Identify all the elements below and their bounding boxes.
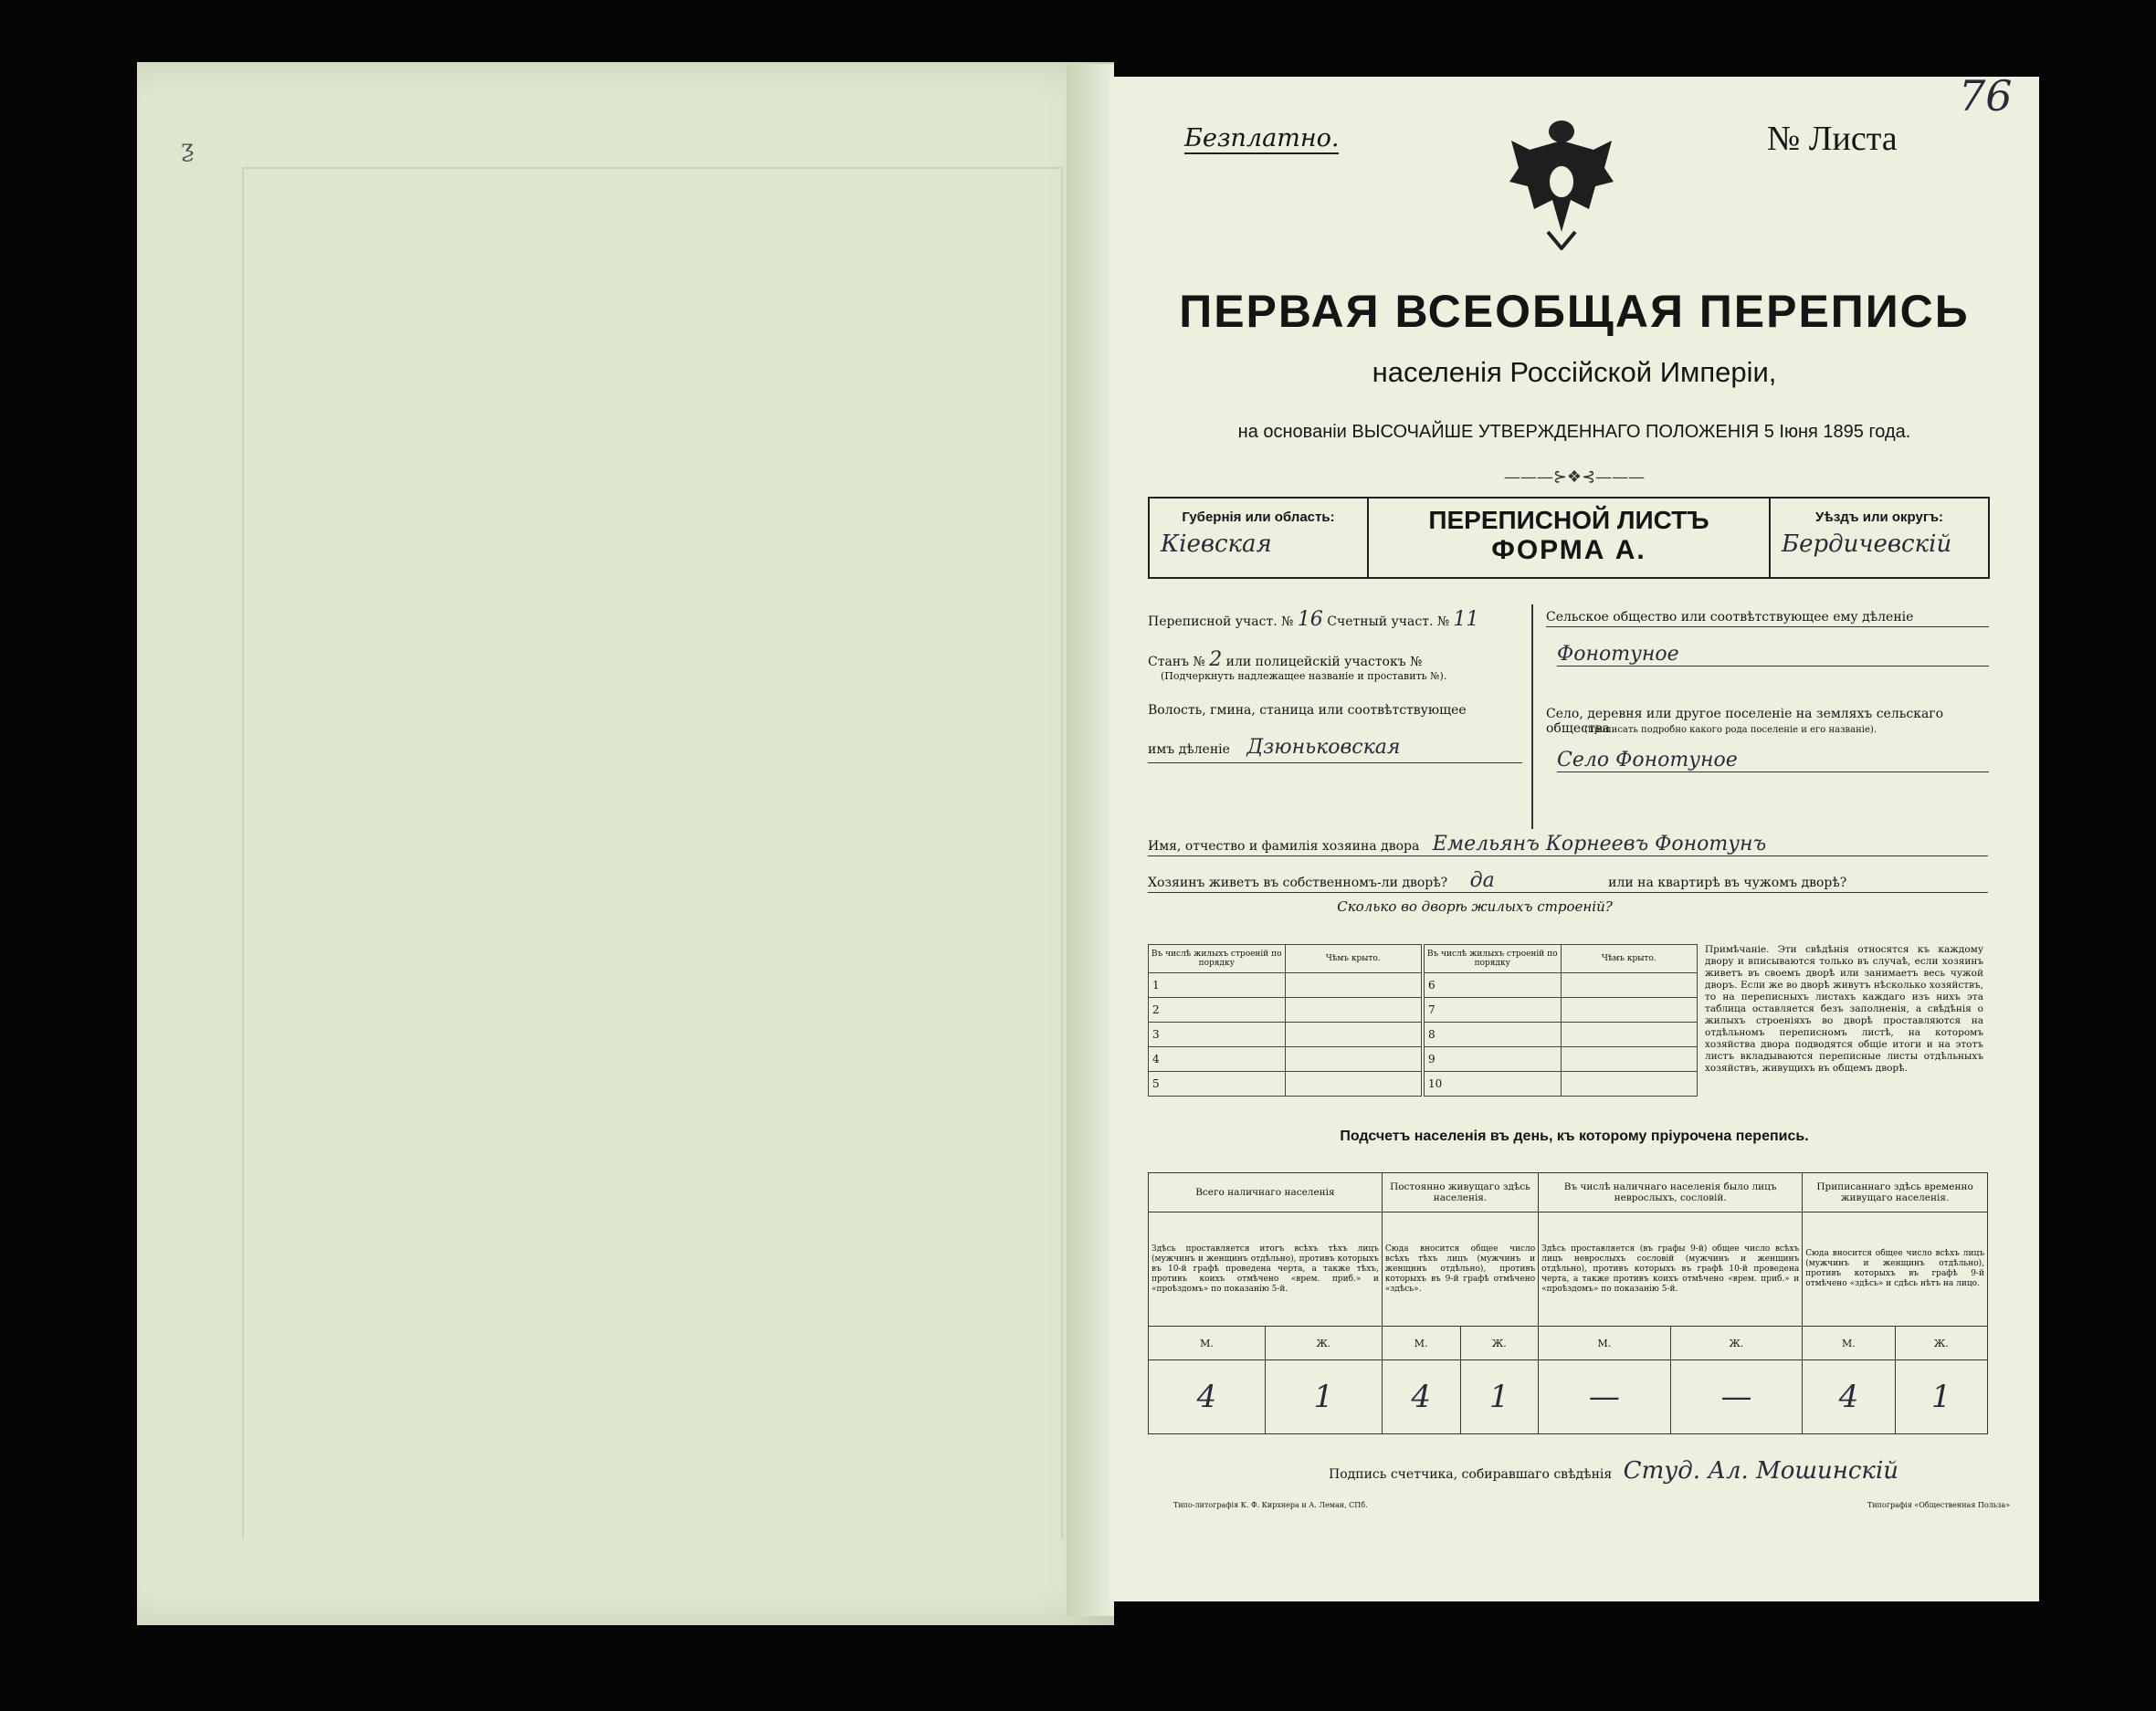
totals-header-permanent: Постоянно живущаго здѣсь населенія. [1382,1173,1538,1212]
buildings-col-roof: Чѣмъ крыто. [1561,945,1698,973]
counting-section-value: 11 [1453,608,1479,631]
stan-label: Станъ № [1148,655,1205,669]
roof-cell [1285,1047,1422,1072]
village-value: Село Фонотуное [1557,749,1738,772]
totals-desc-present: Здѣсь проставляется итогъ всѣхъ тѣхъ лицъ (мужчинъ и женщинъ отдѣльно), противъ которыхъ въ 10-й графѣ проведена черта, а также тѣхъ, противъ коихъ отмѣчено «врем. приб.» и «проѣздомъ» по показанію 5-й. [1149,1212,1383,1327]
row-number: 9 [1425,1047,1562,1072]
owner-lives-value: да [1469,869,1495,892]
roof-cell [1285,973,1422,998]
registered-male-count: 4 [1803,1360,1895,1434]
male-header: М. [1539,1327,1671,1360]
buildings-col-roof: Чѣмъ крыто. [1285,945,1422,973]
table-row [1149,973,1422,998]
printer-imprint-right: Типографія «Общественная Польза» [1867,1501,2011,1509]
village-note: (прописать подробно какого рода поселеніе и его названіе). [1584,725,1877,735]
apartment-label: или на квартирѣ въ чужомъ дворѣ? [1608,876,1847,890]
sheet-number-label: № Листа [1767,120,1898,158]
table-row [1425,998,1698,1023]
rural-society-value: Фонотуное [1557,643,1679,666]
census-section-field [1148,608,1522,631]
buildings-table-left [1148,944,1422,1097]
bleed-through-ghost [242,167,1063,1538]
census-section-label: Переписной участ. № [1148,614,1294,629]
count-title: Подсчетъ населенія въ день, къ которому пріурочена перепись. [1340,1128,1809,1144]
row-number: 2 [1149,998,1286,1023]
signature-label: Подпись счетчика, собиравшаго свѣдѣнія [1329,1467,1613,1482]
totals-header-nonresident: Въ числѣ наличнаго населенія было лицъ неврослыхъ, сословій. [1539,1173,1803,1212]
row-number: 6 [1425,973,1562,998]
roof-cell [1561,1023,1698,1047]
form-title: ПЕРВАЯ ВСЕОБЩАЯ ПЕРЕПИСЬ [1179,286,1970,337]
row-number: 1 [1149,973,1286,998]
volost-label: Волость, гмина, станица или соотвѣтствующее [1148,703,1467,718]
buildings-question: Сколько во дворѣ жилыхъ строеній? [1337,898,1613,915]
table-row [1149,998,1422,1023]
form-subtitle: населенія Россійской Имперіи, [1372,356,1777,388]
owner-label: Имя, отчество и фамилія хозяина двора [1148,839,1420,854]
village-label: Село, деревня или другое поселеніе на земляхъ сельскаго общества [1546,707,1944,736]
sheet-number-handwritten: 76 [1959,71,2013,121]
book-gutter [1067,64,1114,1616]
form-type-line2: ФОРМА А. [1491,535,1646,565]
row-number: 3 [1149,1023,1286,1047]
buildings-col-number: Въ числѣ жилыхъ строеній по порядку [1425,945,1562,973]
nonresident-male-count: — [1539,1360,1671,1434]
row-number: 10 [1425,1072,1562,1097]
table-row [1149,1023,1422,1047]
stan-field [1148,648,1522,671]
owner-field [1148,833,1988,856]
owner-value: Емельянъ Корнеевъ Фонотунъ [1432,833,1767,856]
roof-cell [1561,998,1698,1023]
district-value: Бердичевскій [1782,530,1952,558]
owner-lives-label: Хозяинъ живетъ въ собственномъ-ли дворѣ? [1148,876,1448,890]
male-header: М. [1803,1327,1895,1360]
table-row [1149,1072,1422,1097]
district-cell [1769,499,1988,577]
row-number: 5 [1149,1072,1286,1097]
form-type-line1: ПЕРЕПИСНОЙ ЛИСТЪ [1428,506,1709,534]
volost-value: Дзюньковская [1246,736,1401,759]
male-header: М. [1382,1327,1460,1360]
male-header: М. [1149,1327,1266,1360]
imperial-eagle-emblem [1502,113,1621,250]
registered-female-count: 1 [1895,1360,1987,1434]
buildings-table-right [1424,944,1698,1097]
field-divider-line [1531,604,1533,829]
present-female-count: 1 [1265,1360,1382,1434]
row-number: 4 [1149,1047,1286,1072]
totals-desc-nonresident: Здѣсь проставляется (въ графы 9-й) общее число всѣхъ лицъ неврослыхъ сословій (мужчинъ и женщинъ отдѣльно), противъ которыхъ въ графѣ 10-й проведена черта, а также противъ коихъ отмѣчено «врем. приб.» и «проѣздомъ» по показанію 5-й. [1539,1212,1803,1327]
signature-value: Студ. Ал. Мошинскій [1623,1457,1899,1485]
underline-note: (Подчеркнуть надлежащее названіе и проставить №). [1161,670,1447,682]
police-label: или полицейскій участокъ № [1225,655,1423,669]
female-header: Ж. [1460,1327,1539,1360]
totals-header-present: Всего наличнаго населенія [1149,1173,1383,1212]
population-totals-table [1148,1172,1988,1434]
roof-cell [1285,1023,1422,1047]
roof-cell [1285,998,1422,1023]
totals-desc-registered: Сюда вносится общее число всѣхъ лицъ (мужчинъ и женщинъ отдѣльно), противъ которыхъ въ графѣ 9-й отмѣчено «здѣсь» и сдѣсь нѣтъ на лицо. [1803,1212,1988,1327]
province-cell [1150,499,1369,577]
female-header: Ж. [1265,1327,1382,1360]
village-value-line [1557,749,1989,772]
district-label: Уѣздъ или округъ: [1814,509,1944,525]
table-row [1425,1047,1698,1072]
decree-line: на основаніи ВЫСОЧАЙШЕ УТВЕРЖДЕННАГО ПОЛОЖЕНІЯ 5 Іюня 1895 года. [1237,422,1911,442]
permanent-male-count: 4 [1382,1360,1460,1434]
present-male-count: 4 [1149,1360,1266,1434]
table-row [1425,1023,1698,1047]
ornament-divider: ———⊱❖⊰——— [1503,467,1646,487]
counting-section-label: Счетный участ. № [1327,614,1450,629]
left-margin-mark: ƺ [181,135,195,163]
buildings-note: Примѣчаніе. Эти свѣдѣнія относятся къ каждому двору и вписываются только въ случаѣ, если хозяинъ живетъ въ своемъ дворѣ или занимаетъ весь чужой дворъ. Если же во дворѣ живутъ нѣсколько хозяйствъ, то на переписныхъ листахъ каждаго изъ нихъ эта таблица оставляется безъ заполненія, а свѣдѣнія о жилыхъ строеніяхъ во дворѣ проставляются на отдѣльномъ переписномъ листѣ, на которомъ хозяйства двора подводятся общіе итоги и на этотъ листъ вкладываются переписные листы отдѣльныхъ хозяйствъ, живущихъ въ общемъ дворѣ. [1705,944,1983,1074]
table-row [1425,1072,1698,1097]
buildings-col-number: Въ числѣ жилыхъ строеній по порядку [1149,945,1286,973]
roof-cell [1561,973,1698,998]
census-form-page [1110,71,2039,1601]
row-number: 8 [1425,1023,1562,1047]
form-type-cell [1369,506,1769,566]
permanent-female-count: 1 [1460,1360,1539,1434]
form-header-box [1148,497,1990,579]
totals-desc-permanent: Сюда вносится общее число всѣхъ тѣхъ лицъ (мужчинъ и женщинъ отдѣльно), противъ которыхъ въ 9-й графѣ отмѣчено «здѣсь». [1382,1212,1538,1327]
owner-lives-field [1148,869,1988,893]
row-number: 7 [1425,998,1562,1023]
census-section-value: 16 [1297,608,1323,631]
province-value: Кіевская [1161,530,1272,558]
left-page [137,62,1114,1625]
roof-cell [1285,1072,1422,1097]
volost-label2: имъ дѣленіе [1148,742,1230,757]
free-label: Безплатно. [1184,124,1340,152]
rural-society-value-line [1557,643,1989,667]
roof-cell [1561,1047,1698,1072]
table-row [1425,973,1698,998]
enumerator-signature [1329,1457,1898,1485]
female-header: Ж. [1895,1327,1987,1360]
totals-header-registered: Приписаннаго здѣсь временно живущаго населенія. [1803,1173,1988,1212]
table-row [1149,1047,1422,1072]
female-header: Ж. [1670,1327,1803,1360]
province-label: Губернія или область: [1182,509,1335,525]
stan-value: 2 [1209,648,1223,671]
rural-society-label: Сельское общество или соотвѣтствующее ему дѣленіе [1546,610,1989,627]
roof-cell [1561,1072,1698,1097]
volost-field [1148,736,1522,763]
nonresident-female-count: — [1670,1360,1803,1434]
printer-imprint-left: Типо-литографія К. Ф. Кирхнера и А. Леман, СПб. [1173,1501,1368,1509]
